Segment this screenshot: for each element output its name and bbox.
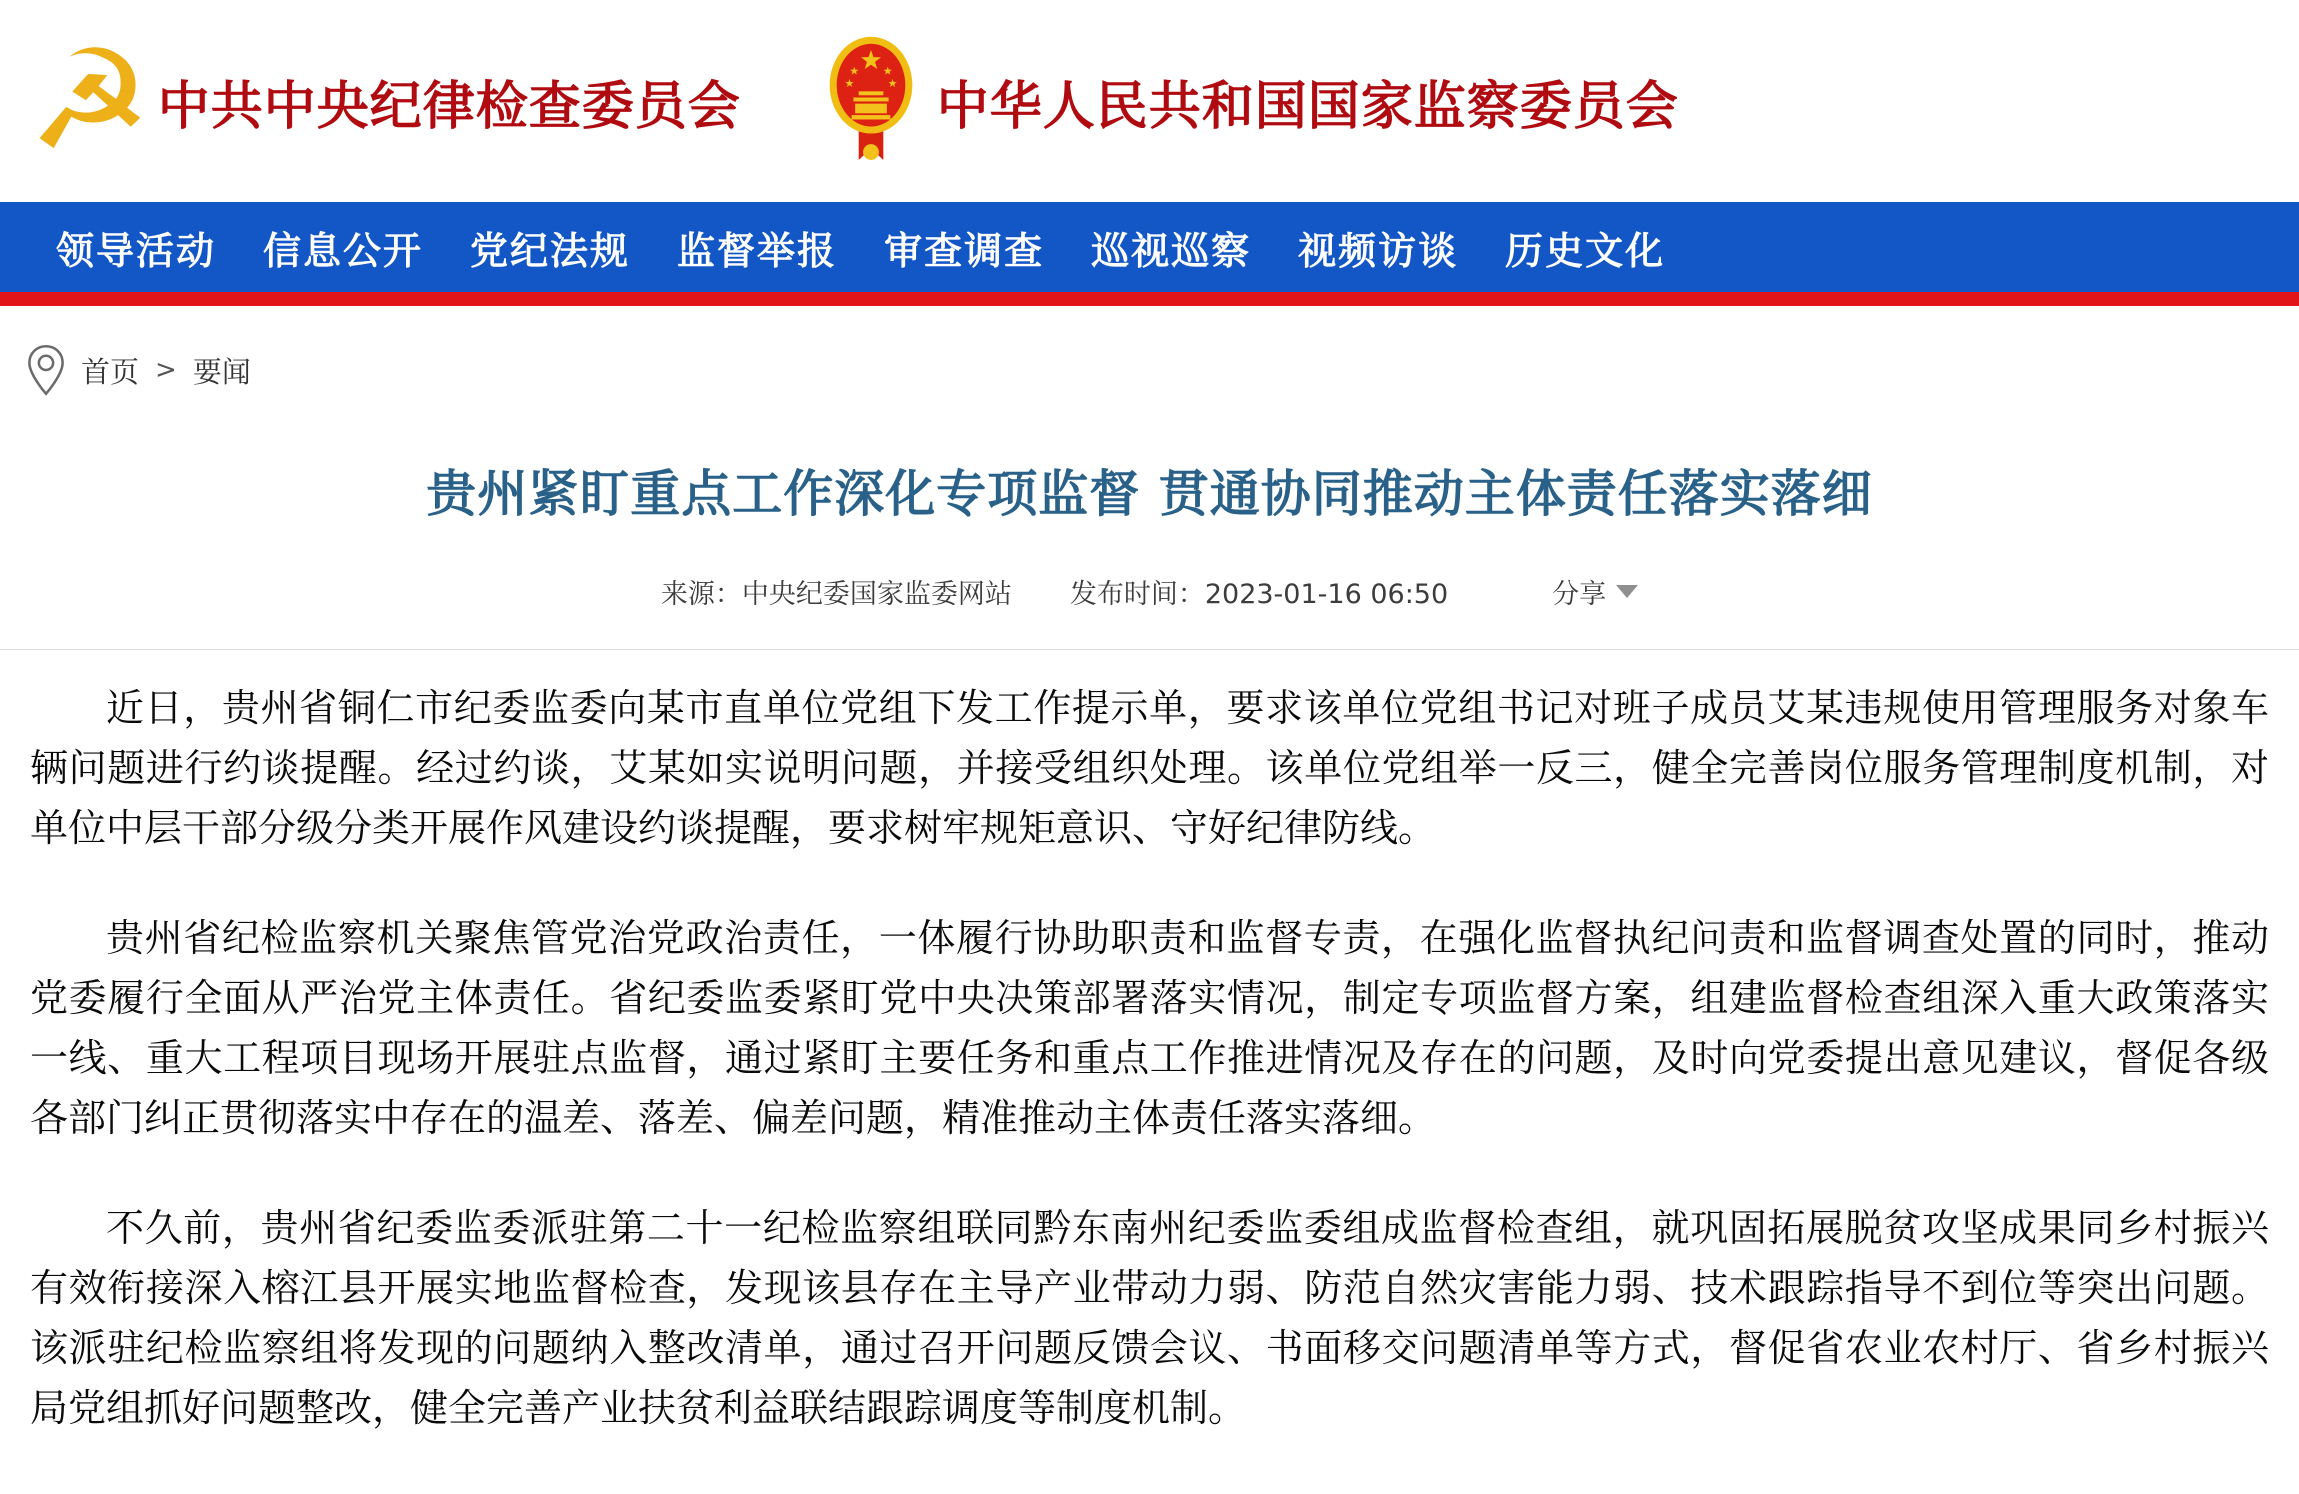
nsc-site-title: 中华人民共和国国家监察委员会: [936, 75, 1679, 137]
share-button[interactable]: [1552, 572, 1638, 611]
national-emblem-icon: [827, 35, 915, 167]
location-pin-icon: [27, 344, 65, 396]
nav-item-leader-activities[interactable]: 领导活动: [56, 228, 217, 273]
nav-item-video-interview[interactable]: 视频访谈: [1298, 228, 1459, 273]
nav-item-review-investigation[interactable]: 审查调查: [884, 228, 1045, 273]
nav-item-supervision-report[interactable]: 监督举报: [677, 228, 838, 273]
source-label: 来源：: [660, 579, 742, 610]
party-emblem-icon: ☭: [28, 20, 152, 181]
nav-item-inspection-tour[interactable]: 巡视巡察: [1091, 228, 1252, 273]
article-publish-time: [1070, 572, 1448, 611]
nsc-logo-link[interactable]: [827, 35, 1679, 167]
site-header: [0, 0, 2299, 202]
main-nav: [0, 202, 2299, 292]
article-body: [0, 650, 2299, 1438]
breadcrumb-separator: >: [155, 355, 177, 385]
article-meta: [0, 572, 2299, 611]
article-head: [0, 454, 2299, 650]
chevron-down-icon: [1616, 585, 1638, 598]
breadcrumb-home-link[interactable]: 首页: [81, 354, 140, 389]
source-value: 中央纪委国家监委网站: [741, 579, 1012, 610]
ccdi-logo-link[interactable]: [28, 20, 741, 181]
article-source: [661, 572, 1012, 611]
nav-item-history-culture[interactable]: 历史文化: [1505, 228, 1666, 273]
nav-item-party-discipline[interactable]: 党纪法规: [470, 228, 631, 273]
nav-accent-strip: [0, 292, 2299, 306]
article-paragraph: 贵州省纪检监察机关聚焦管党治党政治责任，一体履行协助职责和监督专责，在强化监督执纪问责和监督调查处置的同时，推动党委履行全面从严治党主体责任。省纪委监委紧盯党中央决策部署落实情况，制定专项监督方案，组建监督检查组深入重大政策落实一线、重大工程项目现场开展驻点监督，通过紧盯主要任务和重点工作推进情况及存在的问题，及时向党委提出意见建议，督促各级各部门纠正贯彻落实中存在的温差、落差、偏差问题，精准推动主体责任落实落细。: [30, 916, 2269, 1140]
nav-item-info-disclosure[interactable]: 信息公开: [263, 228, 424, 273]
article-paragraph: 近日，贵州省铜仁市纪委监委向某市直单位党组下发工作提示单，要求该单位党组书记对班子成员艾某违规使用管理服务对象车辆问题进行约谈提醒。经过约谈，艾某如实说明问题，并接受组织处理。该单位党组举一反三，健全完善岗位服务管理制度机制，对单位中层干部分级分类开展作风建设约谈提醒，要求树牢规矩意识、守好纪律防线。: [30, 686, 2269, 850]
breadcrumb: [0, 306, 2299, 396]
publish-value: 2023-01-16 06:50: [1204, 579, 1449, 610]
breadcrumb-current-link[interactable]: 要闻: [192, 354, 251, 389]
ccdi-site-title: 中共中央纪律检查委员会: [157, 75, 741, 137]
article-paragraph: 不久前，贵州省纪委监委派驻第二十一纪检监察组联同黔东南州纪委监委组成监督检查组，就巩固拓展脱贫攻坚成果同乡村振兴有效衔接深入榕江县开展实地监督检查，发现该县存在主导产业带动力弱、防范自然灾害能力弱、技术跟踪指导不到位等突出问题。该派驻纪检监察组将发现的问题纳入整改清单，通过召开问题反馈会议、书面移交问题清单等方式，督促省农业农村厅、省乡村振兴局党组抓好问题整改，健全完善产业扶贫利益联结跟踪调度等制度机制。: [30, 1206, 2269, 1430]
page-title: 贵州紧盯重点工作深化专项监督 贯通协同推动主体责任落实落细: [426, 465, 1873, 523]
share-label: 分享: [1552, 579, 1607, 610]
publish-label: 发布时间：: [1069, 579, 1205, 610]
